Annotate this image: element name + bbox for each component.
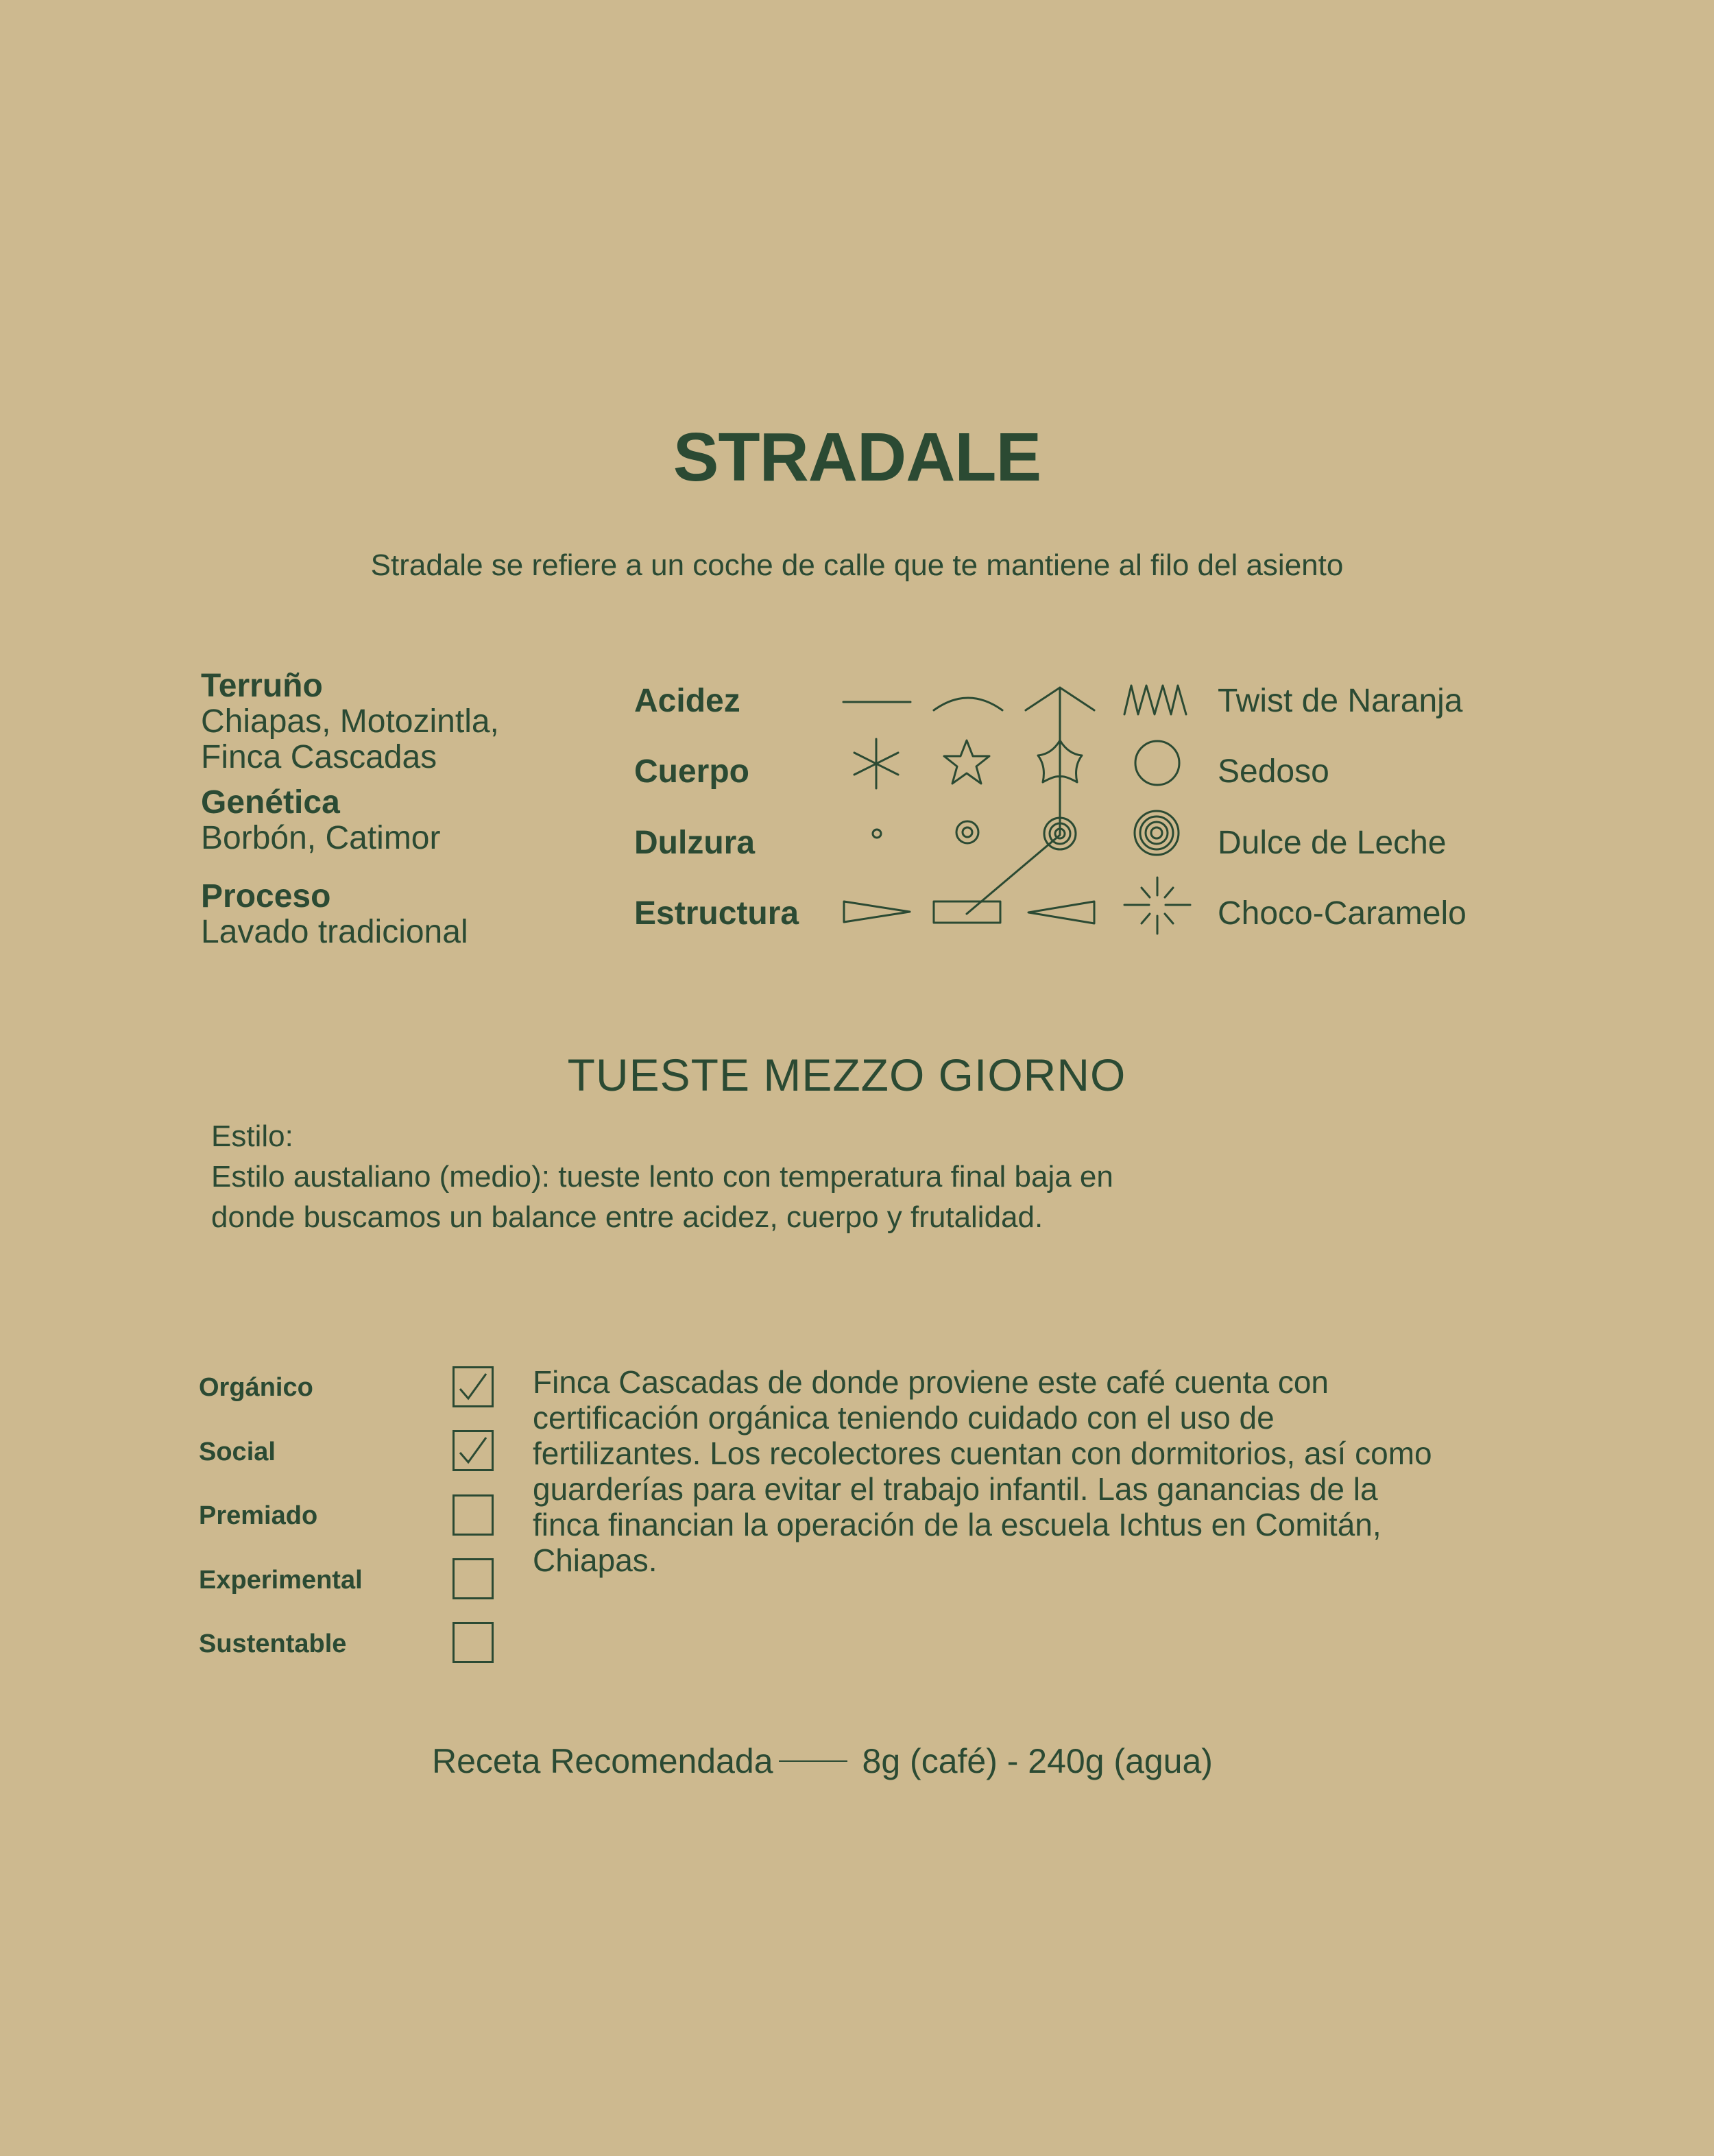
- roast-style-text: donde buscamos un balance entre acidez, cuerpo y frutalidad.: [211, 1200, 1043, 1234]
- attr-desc-estructura: Choco-Caramelo: [1218, 895, 1466, 932]
- dulzura-level-1-icon: [873, 829, 881, 838]
- product-tagline: Stradale se refiere a un coche de calle que te mantiene al filo del asiento: [370, 548, 1344, 582]
- attr-label-estructura: Estructura: [634, 895, 799, 932]
- acidez-level-2-icon: [934, 698, 1002, 710]
- certification-description: [533, 1364, 1506, 1578]
- roast-style-text: Estilo austaliano (medio): tueste lento con temperatura final baja en: [211, 1160, 1113, 1194]
- cert-label-social: Social: [199, 1438, 276, 1466]
- dulzura-level-4-icon: [1135, 811, 1179, 855]
- attr-label-acidez: Acidez: [634, 683, 740, 719]
- check-icon: [455, 1368, 492, 1405]
- spec-label: Terruño: [201, 668, 323, 704]
- description-line: fertilizantes. Los recolectores cuentan con dormitorios, así como: [533, 1436, 1432, 1471]
- attr-desc-acidez: Twist de Naranja: [1218, 683, 1463, 719]
- estructura-level-4-icon: [1124, 877, 1190, 934]
- cuerpo-level-2-icon: [944, 740, 989, 784]
- cert-label-premiado: Premiado: [199, 1501, 318, 1530]
- checkbox-premiado[interactable]: [452, 1494, 494, 1536]
- spec-label: Genética: [201, 784, 340, 821]
- roast-title: TUESTE MEZZO GIORNO: [567, 1050, 1126, 1100]
- attr-desc-cuerpo: Sedoso: [1218, 753, 1329, 790]
- recipe-divider: [779, 1760, 847, 1762]
- estructura-level-3-icon: [1028, 901, 1094, 923]
- checkbox-sustentable[interactable]: [452, 1622, 494, 1663]
- dulzura-level-2-icon: [956, 821, 978, 843]
- profile-line: [967, 688, 1060, 914]
- cert-label-experimental: Experimental: [199, 1566, 363, 1595]
- estructura-level-2-icon: [934, 901, 1000, 923]
- attr-label-cuerpo: Cuerpo: [634, 753, 749, 790]
- cert-label-sustentable: Sustentable: [199, 1630, 347, 1658]
- description-line: guarderías para evitar el trabajo infantil. Las ganancias de la: [533, 1471, 1378, 1507]
- recipe: [432, 1741, 1213, 1781]
- spec-value: Chiapas, Motozintla,: [201, 703, 499, 740]
- description-line: certificación orgánica teniendo cuidado con el uso de: [533, 1400, 1275, 1436]
- spec-value: Borbón, Catimor: [201, 820, 441, 856]
- spec-value: Lavado tradicional: [201, 914, 468, 950]
- roast-style: [211, 1116, 1113, 1237]
- spec-value: Finca Cascadas: [201, 739, 437, 775]
- attr-label-dulzura: Dulzura: [634, 825, 756, 861]
- checkbox-social[interactable]: [452, 1430, 494, 1471]
- acidez-level-4-icon: [1124, 686, 1186, 714]
- flavor-profile-grid: [0, 0, 1714, 1028]
- checkbox-experimental[interactable]: [452, 1558, 494, 1599]
- description-line: Chiapas.: [533, 1542, 657, 1578]
- attr-desc-dulzura: Dulce de Leche: [1218, 825, 1447, 861]
- recipe-value: 8g (café) - 240g (agua): [862, 1742, 1213, 1780]
- spec-label: Proceso: [201, 878, 331, 915]
- description-line: Finca Cascadas de donde proviene este café cuenta con: [533, 1364, 1329, 1400]
- checkbox-organico[interactable]: [452, 1366, 494, 1407]
- roast-style-label: Estilo:: [211, 1119, 293, 1153]
- estructura-level-1-icon: [844, 901, 910, 922]
- check-icon: [455, 1432, 492, 1469]
- cert-label-organico: Orgánico: [199, 1373, 313, 1402]
- recipe-label: Receta Recomendada: [432, 1742, 773, 1780]
- cuerpo-level-4-icon: [1135, 741, 1179, 785]
- product-title: STRADALE: [673, 419, 1041, 496]
- cuerpo-level-1-icon: [854, 739, 898, 788]
- description-line: finca financian la operación de la escuela Ichtus en Comitán,: [533, 1507, 1381, 1542]
